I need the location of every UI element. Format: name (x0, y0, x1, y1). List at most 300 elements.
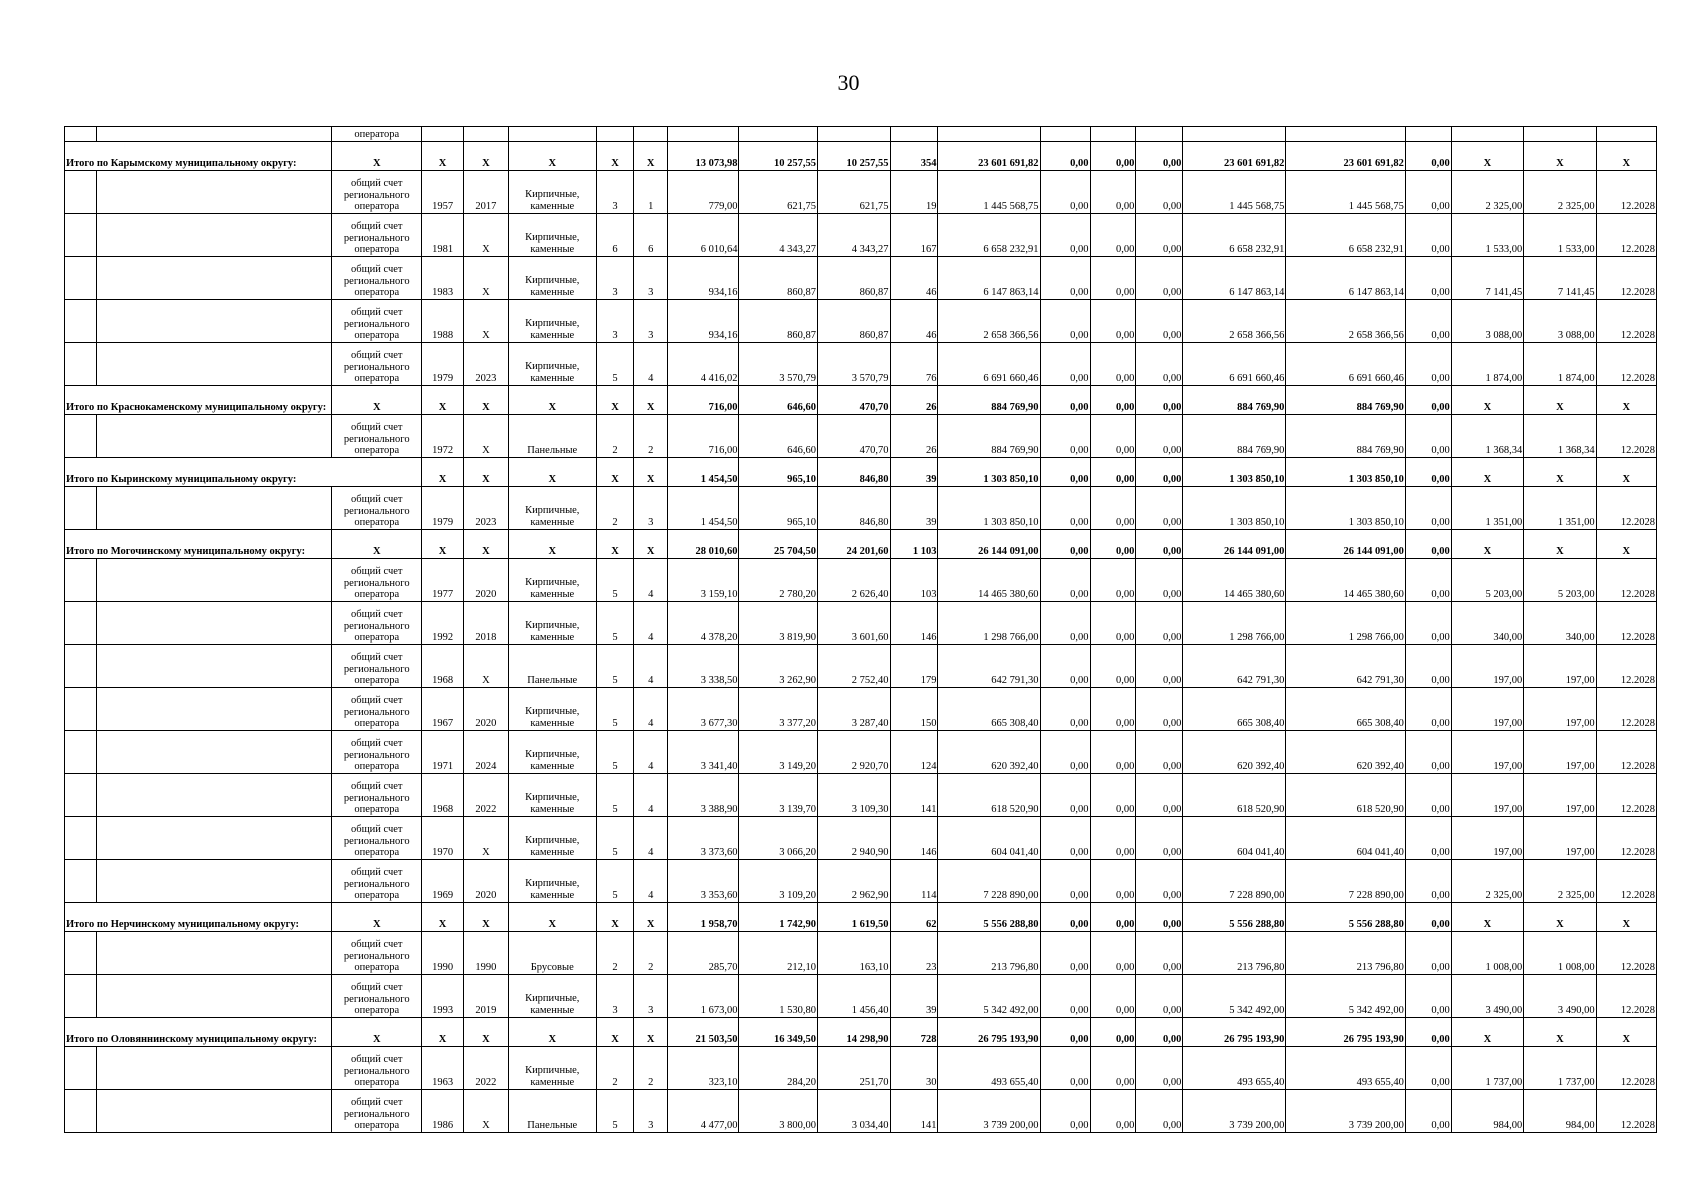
fund-owners-cell: 14 465 380,60 (1183, 559, 1286, 602)
unit-max-cost-cell: 2 325,00 (1524, 171, 1596, 214)
year-built-cell: 1969 (422, 860, 464, 903)
residential-area-cell: 2 962,90 (818, 860, 890, 903)
total-value-cell: 0,00 (1040, 458, 1090, 487)
total-value-cell: 0,00 (1136, 530, 1183, 559)
entrances-cell: 3 (634, 300, 668, 343)
residential-area-cell: 3 601,60 (818, 602, 890, 645)
total-value-cell: 26 795 193,90 (938, 1018, 1040, 1047)
unit-max-cost-cell: 1 008,00 (1524, 932, 1596, 975)
cost-total-cell: 493 655,40 (938, 1047, 1040, 1090)
account-line: оператора (354, 244, 400, 256)
deadline-cell: 12.2028 (1596, 774, 1656, 817)
account-line: общий счет (350, 264, 403, 276)
cost-total-cell: 5 342 492,00 (938, 975, 1040, 1018)
total-value-cell: X (596, 1018, 634, 1047)
total-row (65, 530, 1657, 559)
residential-area-cell: 2 626,40 (818, 559, 890, 602)
total-value-cell: X (1596, 458, 1656, 487)
total-value-cell: 28 010,60 (668, 530, 739, 559)
account-line: общий счет (350, 422, 403, 434)
total-value-cell: 0,00 (1136, 458, 1183, 487)
fund-owners-cell: 642 791,30 (1183, 645, 1286, 688)
account-cell (332, 645, 422, 688)
year-overhaul-cell: 2018 (463, 602, 508, 645)
account-line: общий счет (350, 178, 403, 190)
cost-total-cell: 213 796,80 (938, 932, 1040, 975)
total-value-cell: X (463, 1018, 508, 1047)
total-value-cell: 26 (890, 386, 938, 415)
fund-regional-cell: 0,00 (1090, 932, 1136, 975)
wall-material-cell: Кирпичные, каменные (508, 602, 596, 645)
cost-total-cell: 1 303 850,10 (938, 487, 1040, 530)
fund-owners-cell: 618 520,90 (1183, 774, 1286, 817)
residents-cell: 141 (890, 1090, 938, 1133)
year-built-cell: 1993 (422, 975, 464, 1018)
total-value-cell: X (508, 386, 596, 415)
account-line: оператора (354, 847, 400, 859)
deadline-cell: 12.2028 (1596, 731, 1656, 774)
deadline-cell: 12.2028 (1596, 602, 1656, 645)
fund-regional-cell: 0,00 (1090, 487, 1136, 530)
year-overhaul-cell: X (463, 415, 508, 458)
table-row (65, 257, 1657, 300)
wall-material-cell: Кирпичные, каменные (508, 257, 596, 300)
residents-cell: 39 (890, 975, 938, 1018)
fund-other-cell: 0,00 (1405, 214, 1451, 257)
fund-federal-cell: 0,00 (1040, 774, 1090, 817)
deadline-cell: 12.2028 (1596, 343, 1656, 386)
total-value-cell: 0,00 (1090, 142, 1136, 171)
year-built-cell: 1971 (422, 731, 464, 774)
account-line: регионального (343, 433, 410, 445)
account-line: оператора (354, 373, 400, 385)
residential-area-cell: 251,70 (818, 1047, 890, 1090)
account-line: регионального (343, 993, 410, 1005)
fund-regional-cell: 0,00 (1090, 559, 1136, 602)
year-overhaul-cell: 2017 (463, 171, 508, 214)
row-number-cell (65, 171, 97, 214)
residents-cell: 46 (890, 300, 938, 343)
wall-material-cell: Панельные (508, 645, 596, 688)
account-line: регионального (343, 706, 410, 718)
total-value-cell: X (422, 903, 464, 932)
total-value-cell: 0,00 (1136, 142, 1183, 171)
account-line: регионального (343, 749, 410, 761)
fund-regional-cell: 0,00 (1090, 214, 1136, 257)
fund-owners-cell: 6 691 660,46 (1183, 343, 1286, 386)
total-value-cell: 5 556 288,80 (1183, 903, 1286, 932)
total-row (65, 142, 1657, 171)
total-value-cell: 354 (890, 142, 938, 171)
deadline-cell: 12.2028 (1596, 1090, 1656, 1133)
fund-local-cell: 0,00 (1136, 343, 1183, 386)
table-row (65, 415, 1657, 458)
year-built-cell: 1968 (422, 645, 464, 688)
premises-area-cell: 3 377,20 (739, 688, 818, 731)
fund-owners-cell: 604 041,40 (1183, 817, 1286, 860)
address-cell (96, 559, 332, 602)
total-value-cell: 965,10 (739, 458, 818, 487)
total-value-cell: 26 144 091,00 (938, 530, 1040, 559)
year-built-cell: 1977 (422, 559, 464, 602)
residents-cell: 30 (890, 1047, 938, 1090)
premises-area-cell: 284,20 (739, 1047, 818, 1090)
year-overhaul-cell: 2020 (463, 688, 508, 731)
year-built-cell: 1986 (422, 1090, 464, 1133)
total-value-cell: 23 601 691,82 (1286, 142, 1405, 171)
total-area-cell: 323,10 (668, 1047, 739, 1090)
account-line: оператора (354, 287, 400, 299)
address-cell (96, 645, 332, 688)
account-line: регионального (343, 663, 410, 675)
address-cell (96, 731, 332, 774)
wall-material-cell: Кирпичные, каменные (508, 1047, 596, 1090)
fund-regional-cell: 0,00 (1090, 1090, 1136, 1133)
premises-area-cell: 212,10 (739, 932, 818, 975)
fund-owners-cell: 5 342 492,00 (1183, 975, 1286, 1018)
overhaul-program-table (64, 126, 1657, 1133)
wall-material-cell: Кирпичные, каменные (508, 817, 596, 860)
address-cell (96, 932, 332, 975)
unit-cost-cell: 197,00 (1451, 645, 1523, 688)
floors-cell: 5 (596, 559, 634, 602)
unit-max-cost-cell: 197,00 (1524, 731, 1596, 774)
total-value-cell: 0,00 (1090, 458, 1136, 487)
account-cell (332, 415, 422, 458)
year-overhaul-cell: X (463, 645, 508, 688)
total-value-cell: X (463, 142, 508, 171)
account-cell (332, 487, 422, 530)
premises-area-cell: 3 109,20 (739, 860, 818, 903)
total-row (65, 386, 1657, 415)
total-area-cell: 4 477,00 (668, 1090, 739, 1133)
year-overhaul-cell: X (463, 817, 508, 860)
total-label-cell: Итого по Могочинскому муниципальному округу: (65, 530, 332, 559)
unit-max-cost-cell: 3 088,00 (1524, 300, 1596, 343)
deadline-cell: 12.2028 (1596, 1047, 1656, 1090)
total-value-cell: 884 769,90 (1286, 386, 1405, 415)
row-number-cell (65, 1047, 97, 1090)
fund-owners-cell: 6 147 863,14 (1183, 257, 1286, 300)
entrances-cell: 4 (634, 774, 668, 817)
floors-cell: 2 (596, 932, 634, 975)
account-line: общий счет (350, 566, 403, 578)
fund-owners-total-cell: 5 342 492,00 (1286, 975, 1405, 1018)
residents-cell: 23 (890, 932, 938, 975)
fund-local-cell: 0,00 (1136, 932, 1183, 975)
table-row (65, 817, 1657, 860)
total-value-cell: X (1596, 386, 1656, 415)
fund-owners-total-cell: 2 658 366,56 (1286, 300, 1405, 343)
wall-material-cell: Панельные (508, 1090, 596, 1133)
account-line: общий счет (350, 939, 403, 951)
premises-area-cell: 3 139,70 (739, 774, 818, 817)
unit-cost-cell: 197,00 (1451, 731, 1523, 774)
cost-total-cell: 620 392,40 (938, 731, 1040, 774)
unit-cost-cell: 197,00 (1451, 817, 1523, 860)
floors-cell: 2 (596, 487, 634, 530)
residents-cell: 124 (890, 731, 938, 774)
unit-max-cost-cell: 197,00 (1524, 645, 1596, 688)
total-value-cell: 26 795 193,90 (1286, 1018, 1405, 1047)
total-value-cell: 0,00 (1405, 386, 1451, 415)
address-cell (96, 688, 332, 731)
total-value-cell: 24 201,60 (818, 530, 890, 559)
fund-other-cell: 0,00 (1405, 774, 1451, 817)
table-row (65, 975, 1657, 1018)
floors-cell: 5 (596, 774, 634, 817)
year-overhaul-cell: X (463, 257, 508, 300)
account-cell (332, 1047, 422, 1090)
year-overhaul-cell: 2023 (463, 343, 508, 386)
deadline-cell: 12.2028 (1596, 214, 1656, 257)
unit-cost-cell: 1 737,00 (1451, 1047, 1523, 1090)
year-overhaul-cell: 2024 (463, 731, 508, 774)
fund-local-cell: 0,00 (1136, 975, 1183, 1018)
total-value-cell: 1 454,50 (668, 458, 739, 487)
entrances-cell: 4 (634, 645, 668, 688)
row-number-cell (65, 559, 97, 602)
premises-area-cell: 3 066,20 (739, 817, 818, 860)
account-line: общий счет (350, 350, 403, 362)
account-line: оператора (354, 632, 400, 644)
total-value-cell: X (596, 458, 634, 487)
residents-cell: 150 (890, 688, 938, 731)
total-value-cell: X (463, 458, 508, 487)
floors-cell: 3 (596, 171, 634, 214)
entrances-cell: 4 (634, 688, 668, 731)
total-value-cell: X (508, 530, 596, 559)
total-area-cell: 4 378,20 (668, 602, 739, 645)
unit-max-cost-cell: 1 533,00 (1524, 214, 1596, 257)
fund-owners-total-cell: 1 303 850,10 (1286, 487, 1405, 530)
account-line: оператора (354, 804, 400, 816)
fund-owners-cell: 1 445 568,75 (1183, 171, 1286, 214)
total-value-cell: X (508, 1018, 596, 1047)
fund-regional-cell: 0,00 (1090, 343, 1136, 386)
total-area-cell: 285,70 (668, 932, 739, 975)
floors-cell: 5 (596, 645, 634, 688)
account-line: регионального (343, 1065, 410, 1077)
total-value-cell: X (1451, 903, 1523, 932)
fund-other-cell: 0,00 (1405, 860, 1451, 903)
account-line: общий счет (350, 609, 403, 621)
total-area-cell: 1 454,50 (668, 487, 739, 530)
row-number-cell (65, 731, 97, 774)
total-label-cell: Итого по Краснокаменскому муниципальному округу: (65, 386, 332, 415)
total-value-cell: X (1524, 386, 1596, 415)
unit-cost-cell: 1 008,00 (1451, 932, 1523, 975)
wall-material-cell: Брусовые (508, 932, 596, 975)
table-row (65, 171, 1657, 214)
fund-local-cell: 0,00 (1136, 645, 1183, 688)
floors-cell: 3 (596, 975, 634, 1018)
deadline-cell: 12.2028 (1596, 817, 1656, 860)
total-value-cell: X (1524, 1018, 1596, 1047)
residents-cell: 76 (890, 343, 938, 386)
total-value-cell: 884 769,90 (938, 386, 1040, 415)
account-line: оператора (354, 962, 400, 974)
total-area-cell: 3 338,50 (668, 645, 739, 688)
unit-cost-cell: 984,00 (1451, 1090, 1523, 1133)
total-value-cell: X (463, 386, 508, 415)
total-value-cell: X (1451, 142, 1523, 171)
unit-max-cost-cell: 1 368,34 (1524, 415, 1596, 458)
unit-cost-cell: 2 325,00 (1451, 171, 1523, 214)
fund-federal-cell: 0,00 (1040, 731, 1090, 774)
year-built-cell: 1983 (422, 257, 464, 300)
entrances-cell: 3 (634, 1090, 668, 1133)
wall-material-cell: Кирпичные, каменные (508, 559, 596, 602)
deadline-cell: 12.2028 (1596, 171, 1656, 214)
account-line: оператора (354, 718, 400, 730)
fund-other-cell: 0,00 (1405, 975, 1451, 1018)
cost-total-cell: 6 147 863,14 (938, 257, 1040, 300)
unit-max-cost-cell: 1 874,00 (1524, 343, 1596, 386)
account-line: регионального (343, 1108, 410, 1120)
fund-local-cell: 0,00 (1136, 559, 1183, 602)
year-built-cell: 1979 (422, 343, 464, 386)
account-line: регионального (343, 950, 410, 962)
fund-other-cell: 0,00 (1405, 415, 1451, 458)
premises-area-cell: 2 780,20 (739, 559, 818, 602)
account-cell (332, 171, 422, 214)
cost-total-cell: 2 658 366,56 (938, 300, 1040, 343)
fund-regional-cell: 0,00 (1090, 602, 1136, 645)
fund-local-cell: 0,00 (1136, 415, 1183, 458)
continuation-row (65, 127, 1657, 142)
total-value-cell: X (634, 530, 668, 559)
total-value-cell: 0,00 (1405, 530, 1451, 559)
total-value-cell: 0,00 (1090, 1018, 1136, 1047)
address-cell (96, 817, 332, 860)
year-overhaul-cell: X (463, 300, 508, 343)
floors-cell: 2 (596, 1047, 634, 1090)
wall-material-cell: Кирпичные, каменные (508, 860, 596, 903)
account-line: общий счет (350, 824, 403, 836)
fund-federal-cell: 0,00 (1040, 300, 1090, 343)
account-line: оператора (354, 330, 400, 342)
total-value-cell: 0,00 (1040, 142, 1090, 171)
total-value-cell: X (596, 142, 634, 171)
address-cell (96, 171, 332, 214)
premises-area-cell: 3 149,20 (739, 731, 818, 774)
account-line: общий счет (350, 221, 403, 233)
total-area-cell: 934,16 (668, 300, 739, 343)
account-line: оператора (354, 445, 400, 457)
account-line: регионального (343, 577, 410, 589)
unit-max-cost-cell: 197,00 (1524, 688, 1596, 731)
fund-federal-cell: 0,00 (1040, 559, 1090, 602)
wall-material-cell: Кирпичные, каменные (508, 214, 596, 257)
fund-local-cell: 0,00 (1136, 860, 1183, 903)
account-cell (332, 602, 422, 645)
unit-max-cost-cell: 984,00 (1524, 1090, 1596, 1133)
fund-other-cell: 0,00 (1405, 688, 1451, 731)
address-cell (96, 415, 332, 458)
total-value-cell: X (332, 1018, 422, 1047)
fund-local-cell: 0,00 (1136, 1047, 1183, 1090)
wall-material-cell: Панельные (508, 415, 596, 458)
total-value-cell: X (422, 1018, 464, 1047)
table-row (65, 860, 1657, 903)
total-area-cell: 779,00 (668, 171, 739, 214)
page-number: 30 (837, 70, 860, 95)
total-value-cell: 0,00 (1040, 530, 1090, 559)
total-value-cell: X (1596, 142, 1656, 171)
fund-federal-cell: 0,00 (1040, 487, 1090, 530)
unit-cost-cell: 7 141,45 (1451, 257, 1523, 300)
fund-federal-cell: 0,00 (1040, 1090, 1090, 1133)
account-line: оператора (354, 1120, 400, 1132)
entrances-cell: 2 (634, 932, 668, 975)
premises-area-cell: 3 262,90 (739, 645, 818, 688)
total-value-cell: 5 556 288,80 (1286, 903, 1405, 932)
table-row (65, 343, 1657, 386)
fund-regional-cell: 0,00 (1090, 774, 1136, 817)
address-cell (96, 774, 332, 817)
fund-other-cell: 0,00 (1405, 487, 1451, 530)
deadline-cell: 12.2028 (1596, 975, 1656, 1018)
total-value-cell: X (596, 386, 634, 415)
residential-area-cell: 163,10 (818, 932, 890, 975)
fund-owners-total-cell: 6 147 863,14 (1286, 257, 1405, 300)
year-built-cell: 1972 (422, 415, 464, 458)
total-value-cell: X (332, 142, 422, 171)
total-value-cell: 26 144 091,00 (1286, 530, 1405, 559)
fund-local-cell: 0,00 (1136, 817, 1183, 860)
total-value-cell: 1 742,90 (739, 903, 818, 932)
residential-area-cell: 846,80 (818, 487, 890, 530)
floors-cell: 5 (596, 860, 634, 903)
cost-total-cell: 665 308,40 (938, 688, 1040, 731)
total-value-cell: X (332, 530, 422, 559)
deadline-cell: 12.2028 (1596, 860, 1656, 903)
year-overhaul-cell: 2023 (463, 487, 508, 530)
wall-material-cell: Кирпичные, каменные (508, 343, 596, 386)
year-built-cell: 1957 (422, 171, 464, 214)
table-row (65, 300, 1657, 343)
address-cell (96, 214, 332, 257)
account-cell (332, 817, 422, 860)
unit-max-cost-cell: 2 325,00 (1524, 860, 1596, 903)
total-area-cell: 1 673,00 (668, 975, 739, 1018)
residents-cell: 46 (890, 257, 938, 300)
account-line: общий счет (350, 867, 403, 879)
table-row (65, 1047, 1657, 1090)
table-row (65, 774, 1657, 817)
floors-cell: 3 (596, 257, 634, 300)
total-value-cell: X (1524, 458, 1596, 487)
fund-owners-total-cell: 620 392,40 (1286, 731, 1405, 774)
total-value-cell: 646,60 (739, 386, 818, 415)
fund-other-cell: 0,00 (1405, 932, 1451, 975)
floors-cell: 5 (596, 343, 634, 386)
fund-federal-cell: 0,00 (1040, 343, 1090, 386)
row-number-cell (65, 300, 97, 343)
total-value-cell: X (463, 530, 508, 559)
account-line: общий счет (350, 982, 403, 994)
total-value-cell: 0,00 (1405, 142, 1451, 171)
account-line: регионального (343, 189, 410, 201)
total-value-cell: 25 704,50 (739, 530, 818, 559)
residential-area-cell: 2 940,90 (818, 817, 890, 860)
total-value-cell: 716,00 (668, 386, 739, 415)
floors-cell: 3 (596, 300, 634, 343)
fund-regional-cell: 0,00 (1090, 731, 1136, 774)
total-value-cell: X (508, 903, 596, 932)
residents-cell: 146 (890, 602, 938, 645)
